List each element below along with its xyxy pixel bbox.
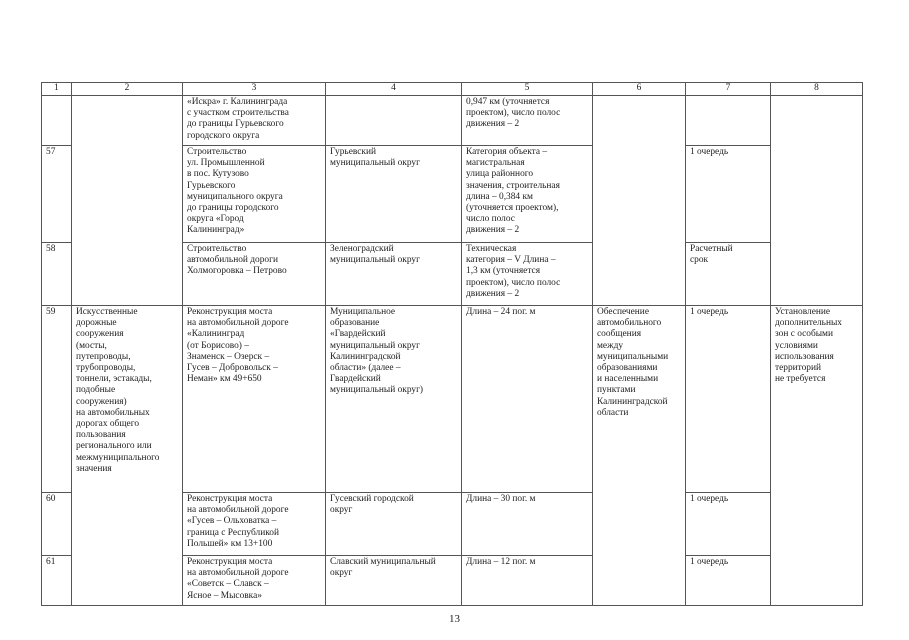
header-cell-7: 7 bbox=[686, 83, 771, 96]
table-row bbox=[42, 96, 863, 146]
header-cell-5: 5 bbox=[462, 83, 593, 96]
number-cell: 58 bbox=[42, 243, 72, 306]
characteristics-cell: Техническая категория – V Длина – 1,3 км (уточняется проектом), число полос движения – 2 bbox=[462, 243, 593, 306]
characteristics-cell: Длина – 30 пог. м bbox=[462, 493, 593, 556]
header-cell-8: 8 bbox=[771, 83, 863, 96]
stage-cell: 1 очередь bbox=[686, 556, 771, 606]
stage-cell: 1 очередь bbox=[686, 146, 771, 243]
document-table bbox=[41, 82, 863, 606]
location-cell: Славский муниципальный округ bbox=[326, 556, 462, 606]
header-cell-2: 2 bbox=[72, 83, 183, 96]
zones-cell bbox=[771, 96, 863, 306]
table-header-row bbox=[42, 83, 863, 96]
stage-cell: Расчетный срок bbox=[686, 243, 771, 306]
characteristics-cell: Длина – 12 пог. м bbox=[462, 556, 593, 606]
page-number: 13 bbox=[449, 613, 460, 625]
zones-cell: Установление дополнительных зон с особыми условиями использования территорий не требуется bbox=[771, 306, 863, 606]
location-cell: Гурьевский муниципальный округ bbox=[326, 146, 462, 243]
purpose-cell bbox=[593, 96, 686, 306]
purpose-cell: Обеспечение автомобильного сообщения между муниципальными образованиями и населенными пунктами Калининградской области bbox=[593, 306, 686, 606]
characteristics-cell: Категория объекта – магистральная улица районного значения, строительная длина – 0,384 км (уточняется проектом), число полос движения – 2 bbox=[462, 146, 593, 243]
number-cell: 60 bbox=[42, 493, 72, 556]
stage-cell: 1 очередь bbox=[686, 306, 771, 493]
location-cell: Муниципальное образование «Гвардейский муниципальный округ Калининградской области» (далее – Гвардейский муниципальный округ) bbox=[326, 306, 462, 493]
number-cell: 57 bbox=[42, 146, 72, 243]
object-name-cell: Строительство ул. Промышленной в пос. Кутузово Гурьевского муниципального округа до границы городского округа «Город Калининград» bbox=[183, 146, 326, 243]
category-cell bbox=[72, 96, 183, 306]
number-cell: 61 bbox=[42, 556, 72, 606]
header-cell-3: 3 bbox=[183, 83, 326, 96]
stage-cell bbox=[686, 96, 771, 146]
object-name-cell: Реконструкция моста на автомобильной дороге «Калининград (от Борисово) – Знаменск – Озерск – Гусев – Добровольск – Неман» км 49+650 bbox=[183, 306, 326, 493]
object-name-cell: Реконструкция моста на автомобильной дороге «Советск – Славск – Ясное – Мысовка» bbox=[183, 556, 326, 606]
number-cell bbox=[42, 96, 72, 146]
number-cell: 59 bbox=[42, 306, 72, 493]
object-name-cell: Реконструкция моста на автомобильной дороге «Гусев – Ольховатка – граница с Республикой Польшей» км 13+100 bbox=[183, 493, 326, 556]
characteristics-cell: 0,947 км (уточняется проектом), число полос движения – 2 bbox=[462, 96, 593, 146]
category-cell: Искусственные дорожные сооружения (мосты, путепроводы, трубопроводы, тоннели, эстакады, подобные сооружения) на автомобильных дорогах общего пользования регионального или межмуниципального значения bbox=[72, 306, 183, 606]
characteristics-cell: Длина – 24 пог. м bbox=[462, 306, 593, 493]
header-cell-6: 6 bbox=[593, 83, 686, 96]
object-name-cell: Строительство автомобильной дороги Холмогоровка – Петрово bbox=[183, 243, 326, 306]
location-cell: Гусевский городской округ bbox=[326, 493, 462, 556]
table-row bbox=[42, 306, 863, 493]
location-cell: Зеленоградский муниципальный округ bbox=[326, 243, 462, 306]
header-cell-1: 1 bbox=[42, 83, 72, 96]
stage-cell: 1 очередь bbox=[686, 493, 771, 556]
object-name-cell: «Искра» г. Калининграда с участком строительства до границы Гурьевского городского округа bbox=[183, 96, 326, 146]
header-cell-4: 4 bbox=[326, 83, 462, 96]
location-cell bbox=[326, 96, 462, 146]
